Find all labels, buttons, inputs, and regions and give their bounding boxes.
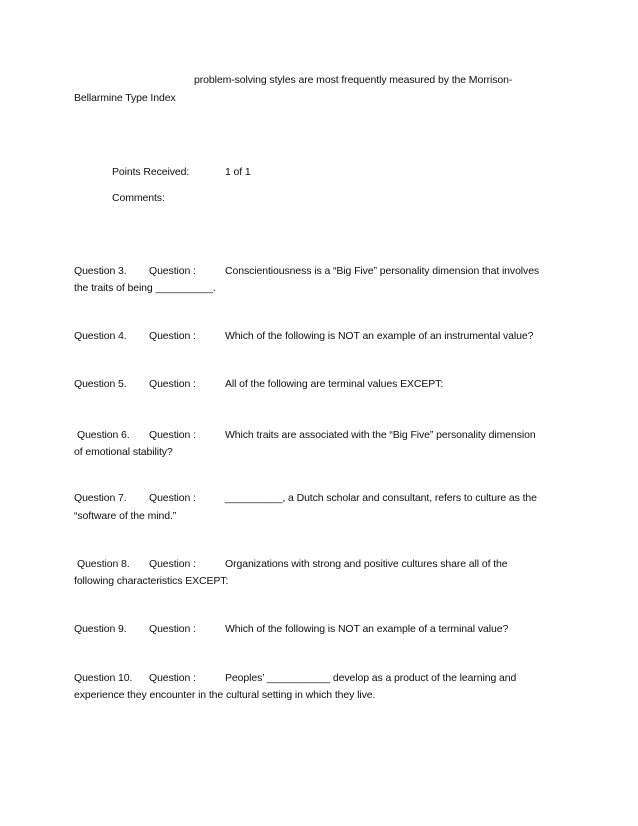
question-text: Which traits are associated with the “Big Five” personality dimension bbox=[225, 429, 536, 441]
question-label: Question : bbox=[149, 378, 196, 390]
question-label: Question : bbox=[149, 623, 196, 635]
question-label: Question : bbox=[149, 492, 196, 504]
question-label: Question : bbox=[149, 672, 196, 684]
question-number: Question 4. bbox=[74, 330, 127, 342]
question-number: Question 7. bbox=[74, 492, 127, 504]
question-text-continuation: experience they encounter in the cultural setting in which they live. bbox=[74, 689, 376, 701]
question-label: Question : bbox=[149, 265, 196, 277]
intro-line-2: Bellarmine Type Index bbox=[74, 92, 176, 104]
question-text: Organizations with strong and positive cultures share all of the bbox=[225, 558, 508, 570]
question-number: Question 6. bbox=[77, 429, 130, 441]
points-received-label: Points Received: bbox=[112, 166, 190, 178]
question-text-continuation: “software of the mind.” bbox=[74, 510, 177, 522]
question-number: Question 9. bbox=[74, 623, 127, 635]
question-number: Question 3. bbox=[74, 265, 127, 277]
question-label: Question : bbox=[149, 558, 196, 570]
question-text: Which of the following is NOT an example of a terminal value? bbox=[225, 623, 509, 635]
question-text: Conscientiousness is a “Big Five” personality dimension that involves bbox=[225, 265, 540, 277]
points-received-value: 1 of 1 bbox=[225, 166, 251, 178]
question-text: __________, a Dutch scholar and consultant, refers to culture as the bbox=[225, 492, 537, 504]
question-label: Question : bbox=[149, 429, 196, 441]
question-text-continuation: the traits of being __________. bbox=[74, 282, 216, 294]
question-text-continuation: following characteristics EXCEPT: bbox=[74, 575, 229, 587]
question-number: Question 5. bbox=[74, 378, 127, 390]
question-number: Question 10. bbox=[74, 672, 133, 684]
question-label: Question : bbox=[149, 330, 196, 342]
question-text-continuation: of emotional stability? bbox=[74, 446, 173, 458]
question-text: Peoples’ ___________ develop as a product of the learning and bbox=[225, 672, 517, 684]
question-number: Question 8. bbox=[77, 558, 130, 570]
question-text: All of the following are terminal values EXCEPT: bbox=[225, 378, 444, 390]
question-text: Which of the following is NOT an example of an instrumental value? bbox=[225, 330, 534, 342]
comments-label: Comments: bbox=[112, 192, 165, 204]
intro-line-1: problem-solving styles are most frequently measured by the Morrison- bbox=[194, 74, 513, 86]
